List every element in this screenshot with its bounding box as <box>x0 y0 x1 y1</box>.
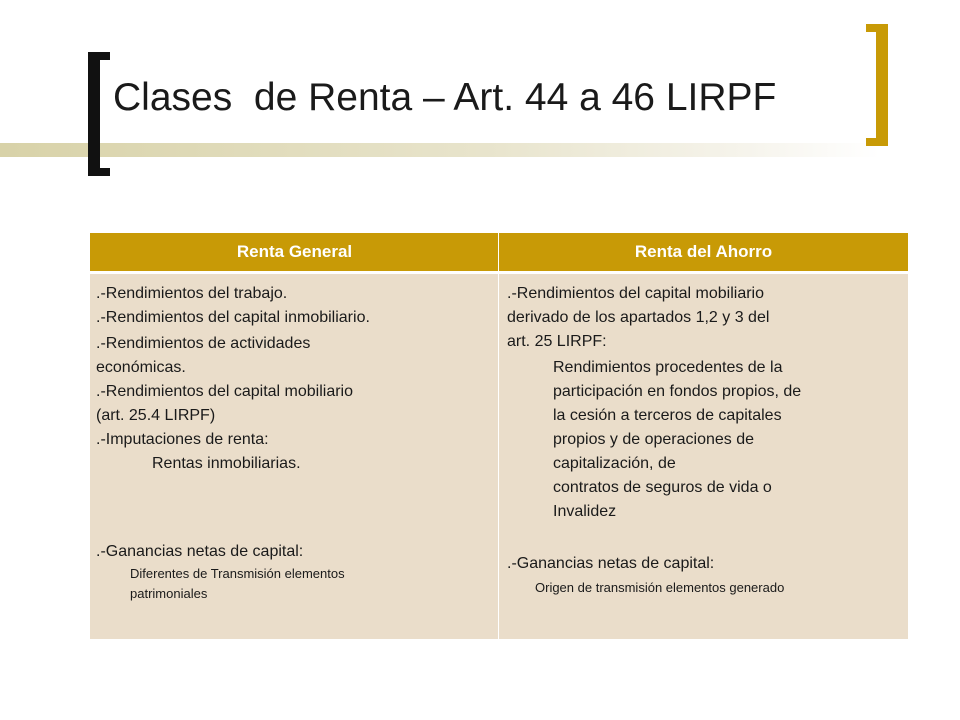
title-accent-line <box>0 143 880 157</box>
list-item: art. 25 LIRPF: <box>507 333 607 350</box>
list-item: Origen de transmisión elementos generado <box>535 580 785 595</box>
list-item: económicas. <box>96 359 186 376</box>
list-item: .-Ganancias netas de capital: <box>507 555 715 572</box>
list-item: participación en fondos propios, de <box>553 383 802 400</box>
table-header-row <box>90 233 908 271</box>
list-item: .-Rendimientos del capital mobiliario <box>507 285 765 302</box>
header-renta-ahorro: Renta del Ahorro <box>634 242 773 261</box>
list-item: Diferentes de Transmisión elementos <box>130 566 345 581</box>
header-rule <box>90 271 908 274</box>
list-item: .-Ganancias netas de capital: <box>96 543 304 560</box>
list-item: .-Rendimientos de actividades <box>96 335 311 352</box>
list-item: .-Rendimientos del capital inmobiliario. <box>96 309 370 326</box>
list-item: capitalización, de <box>553 455 676 472</box>
list-item: Rendimientos procedentes de la <box>553 359 783 376</box>
list-item: patrimoniales <box>130 586 208 601</box>
list-item: .-Rendimientos del capital mobiliario <box>96 383 354 400</box>
cell-renta-general <box>90 282 494 604</box>
list-item: Invalidez <box>553 503 617 520</box>
list-item: Rentas inmobiliarias. <box>152 455 301 472</box>
list-item: propios y de operaciones de <box>553 431 755 448</box>
list-item: .-Rendimientos del trabajo. <box>96 285 288 302</box>
income-classes-table <box>90 233 908 639</box>
list-item: .-Imputaciones de renta: <box>96 431 269 448</box>
list-item: la cesión a terceros de capitales <box>553 407 782 424</box>
list-item: contratos de seguros de vida o <box>553 479 772 496</box>
slide-title: Clases de Renta – Art. 44 a 46 LIRPF <box>113 76 777 119</box>
column-divider <box>498 274 499 639</box>
header-divider <box>498 233 499 271</box>
header-renta-general: Renta General <box>236 242 353 261</box>
left-bracket-decoration <box>88 52 100 176</box>
list-item: derivado de los apartados 1,2 y 3 del <box>507 309 770 326</box>
cell-renta-ahorro <box>501 282 906 598</box>
list-item: (art. 25.4 LIRPF) <box>96 407 216 424</box>
right-bracket-decoration <box>876 24 888 146</box>
